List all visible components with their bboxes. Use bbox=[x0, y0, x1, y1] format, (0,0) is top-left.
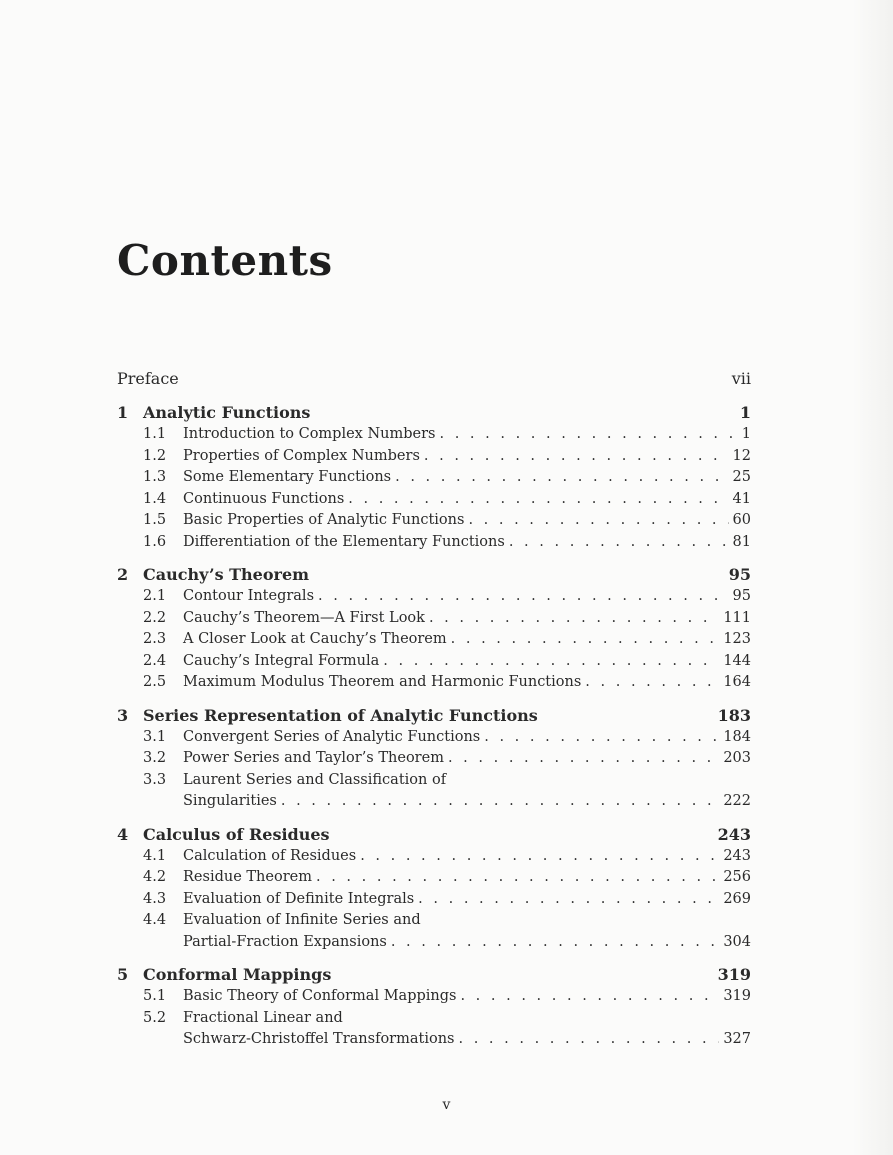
page-title: Contents bbox=[117, 236, 333, 285]
section-number: 1.4 bbox=[143, 490, 167, 507]
dot-leader bbox=[439, 424, 737, 446]
dot-leader bbox=[391, 932, 719, 954]
toc-section-entry[interactable] bbox=[117, 586, 751, 608]
chapter-heading[interactable] bbox=[117, 401, 751, 424]
section-page: 256 bbox=[723, 869, 751, 885]
chapter-list bbox=[117, 401, 751, 1051]
chapter-page: 95 bbox=[728, 565, 751, 584]
section-number: 3.3 bbox=[143, 771, 167, 788]
section-title: Continuous Functions bbox=[183, 490, 345, 507]
section-number: 1.5 bbox=[143, 512, 167, 528]
toc-section-entry[interactable] bbox=[117, 489, 751, 511]
section-page: 327 bbox=[723, 1031, 751, 1047]
section-page: 1 bbox=[741, 426, 751, 442]
dot-leader bbox=[460, 986, 719, 1008]
section-page: 25 bbox=[732, 469, 751, 485]
section-number: 2.4 bbox=[143, 652, 167, 669]
section-title: Introduction to Complex Numbers bbox=[183, 426, 436, 442]
toc-section-entry[interactable] bbox=[117, 446, 751, 468]
page-number: v bbox=[442, 1097, 451, 1113]
dot-leader bbox=[383, 651, 719, 673]
section-page: 222 bbox=[723, 793, 751, 809]
section-number: 3.2 bbox=[143, 750, 167, 766]
section-page: 60 bbox=[732, 512, 751, 528]
dot-leader bbox=[585, 672, 719, 694]
section-page: 304 bbox=[723, 933, 751, 950]
section-title: Basic Properties of Analytic Functions bbox=[183, 512, 465, 528]
section-page: 123 bbox=[723, 631, 751, 647]
section-number: 4.1 bbox=[143, 847, 167, 864]
chapter-page: 243 bbox=[717, 824, 751, 844]
chapter-heading[interactable] bbox=[117, 823, 751, 846]
section-number: 4.3 bbox=[143, 890, 167, 907]
dot-leader bbox=[429, 608, 719, 630]
section-title: Fractional Linear and bbox=[183, 1009, 343, 1026]
section-page: 41 bbox=[732, 490, 751, 507]
section-title: Convergent Series of Analytic Functions bbox=[183, 728, 481, 745]
section-page: 144 bbox=[723, 652, 751, 669]
toc-section-entry[interactable] bbox=[117, 608, 751, 630]
table-of-contents bbox=[117, 367, 751, 1061]
chapter-page: 1 bbox=[739, 403, 751, 422]
toc-chapter bbox=[117, 704, 751, 813]
toc-section-entry[interactable] bbox=[117, 424, 751, 446]
chapter-heading[interactable] bbox=[117, 704, 751, 727]
chapter-title: Series Representation of Analytic Functions bbox=[143, 705, 538, 725]
section-title: Residue Theorem bbox=[183, 869, 312, 885]
preface-label: Preface bbox=[117, 369, 179, 388]
dot-leader bbox=[484, 727, 719, 749]
chapter-page: 319 bbox=[717, 965, 751, 984]
toc-section-entry[interactable] bbox=[117, 889, 751, 911]
section-number: 2.5 bbox=[143, 674, 167, 690]
section-number: 1.2 bbox=[143, 447, 167, 464]
toc-chapter bbox=[117, 563, 751, 694]
section-number: 4.4 bbox=[143, 912, 167, 928]
section-page: 184 bbox=[723, 728, 751, 745]
section-title-continued: Singularities bbox=[183, 793, 277, 809]
section-title-continued: Schwarz-Christoffel Transformations bbox=[183, 1031, 455, 1047]
section-page: 164 bbox=[723, 674, 751, 690]
section-number: 2.1 bbox=[143, 588, 167, 604]
dot-leader bbox=[348, 489, 728, 511]
chapter-number: 1 bbox=[117, 403, 129, 422]
section-number: 4.2 bbox=[143, 869, 167, 885]
section-page: 95 bbox=[732, 588, 751, 604]
section-title: Basic Theory of Conformal Mappings bbox=[183, 988, 457, 1004]
toc-chapter bbox=[117, 401, 751, 553]
chapter-title: Conformal Mappings bbox=[143, 965, 332, 984]
toc-section-entry[interactable] bbox=[117, 986, 751, 1008]
toc-preface-entry bbox=[117, 367, 751, 391]
toc-section-entry[interactable] bbox=[117, 672, 751, 694]
dot-leader bbox=[318, 586, 729, 608]
section-title: Calculation of Residues bbox=[183, 847, 357, 864]
section-page: 111 bbox=[723, 609, 751, 626]
section-title: Differentiation of the Elementary Functions bbox=[183, 533, 505, 550]
section-page: 81 bbox=[732, 533, 751, 550]
section-title: Power Series and Taylor’s Theorem bbox=[183, 750, 444, 766]
dot-leader bbox=[360, 846, 719, 868]
section-title: Evaluation of Infinite Series and bbox=[183, 912, 421, 928]
chapter-number: 3 bbox=[117, 705, 129, 725]
section-page: 12 bbox=[732, 447, 751, 464]
section-title: Some Elementary Functions bbox=[183, 469, 392, 485]
toc-section-continuation[interactable] bbox=[117, 1029, 751, 1051]
toc-section-entry[interactable] bbox=[117, 629, 751, 651]
dot-leader bbox=[418, 889, 719, 911]
section-page: 243 bbox=[723, 847, 751, 864]
toc-section-entry[interactable] bbox=[117, 651, 751, 673]
chapter-number: 4 bbox=[117, 824, 129, 844]
toc-section-entry[interactable] bbox=[117, 727, 751, 749]
chapter-number: 2 bbox=[117, 565, 129, 584]
section-number: 3.1 bbox=[143, 728, 167, 745]
toc-section-continuation[interactable] bbox=[117, 791, 751, 813]
chapter-title: Analytic Functions bbox=[143, 403, 311, 422]
section-title: Laurent Series and Classification of bbox=[183, 771, 447, 788]
section-page: 203 bbox=[723, 750, 751, 766]
dot-leader bbox=[509, 532, 729, 554]
section-title: Cauchy’s Integral Formula bbox=[183, 652, 380, 669]
section-number: 1.1 bbox=[143, 426, 167, 442]
toc-section-entry[interactable] bbox=[117, 467, 751, 489]
section-title: A Closer Look at Cauchy’s Theorem bbox=[183, 631, 447, 647]
section-number: 1.6 bbox=[143, 533, 167, 550]
toc-section-entry[interactable] bbox=[117, 510, 751, 532]
section-title: Evaluation of Definite Integrals bbox=[183, 890, 415, 907]
toc-section-entry[interactable] bbox=[117, 867, 751, 889]
section-page: 319 bbox=[723, 988, 751, 1004]
dot-leader bbox=[395, 467, 728, 489]
toc-chapter bbox=[117, 823, 751, 954]
section-number: 2.2 bbox=[143, 609, 167, 626]
section-number: 5.2 bbox=[143, 1009, 167, 1026]
dot-leader bbox=[424, 446, 729, 468]
dot-leader bbox=[316, 867, 719, 889]
toc-section-continuation[interactable] bbox=[117, 932, 751, 954]
dot-leader bbox=[451, 629, 720, 651]
preface-page: vii bbox=[731, 369, 751, 388]
dot-leader bbox=[458, 1029, 719, 1051]
section-title-continued: Partial-Fraction Expansions bbox=[183, 933, 387, 950]
toc-section-entry[interactable] bbox=[117, 532, 751, 554]
toc-section-entry[interactable] bbox=[117, 1008, 751, 1030]
section-page: 269 bbox=[723, 890, 751, 907]
chapter-heading[interactable] bbox=[117, 963, 751, 986]
section-number: 2.3 bbox=[143, 631, 167, 647]
chapter-heading[interactable] bbox=[117, 563, 751, 586]
toc-section-entry[interactable] bbox=[117, 910, 751, 932]
section-title: Cauchy’s Theorem—A First Look bbox=[183, 609, 425, 626]
section-number: 5.1 bbox=[143, 988, 167, 1004]
page-edge-shadow bbox=[853, 0, 893, 1155]
toc-section-entry[interactable] bbox=[117, 846, 751, 868]
dot-leader bbox=[468, 510, 728, 532]
chapter-title: Calculus of Residues bbox=[143, 824, 330, 844]
toc-section-entry[interactable] bbox=[117, 748, 751, 770]
dot-leader bbox=[448, 748, 719, 770]
section-title: Maximum Modulus Theorem and Harmonic Functions bbox=[183, 674, 582, 690]
dot-leader bbox=[281, 791, 719, 813]
chapter-number: 5 bbox=[117, 965, 129, 984]
chapter-page: 183 bbox=[717, 705, 751, 725]
toc-chapter bbox=[117, 963, 751, 1051]
chapter-title: Cauchy’s Theorem bbox=[143, 565, 310, 584]
section-title: Properties of Complex Numbers bbox=[183, 447, 420, 464]
section-title: Contour Integrals bbox=[183, 588, 315, 604]
toc-section-entry[interactable] bbox=[117, 770, 751, 792]
section-number: 1.3 bbox=[143, 469, 167, 485]
